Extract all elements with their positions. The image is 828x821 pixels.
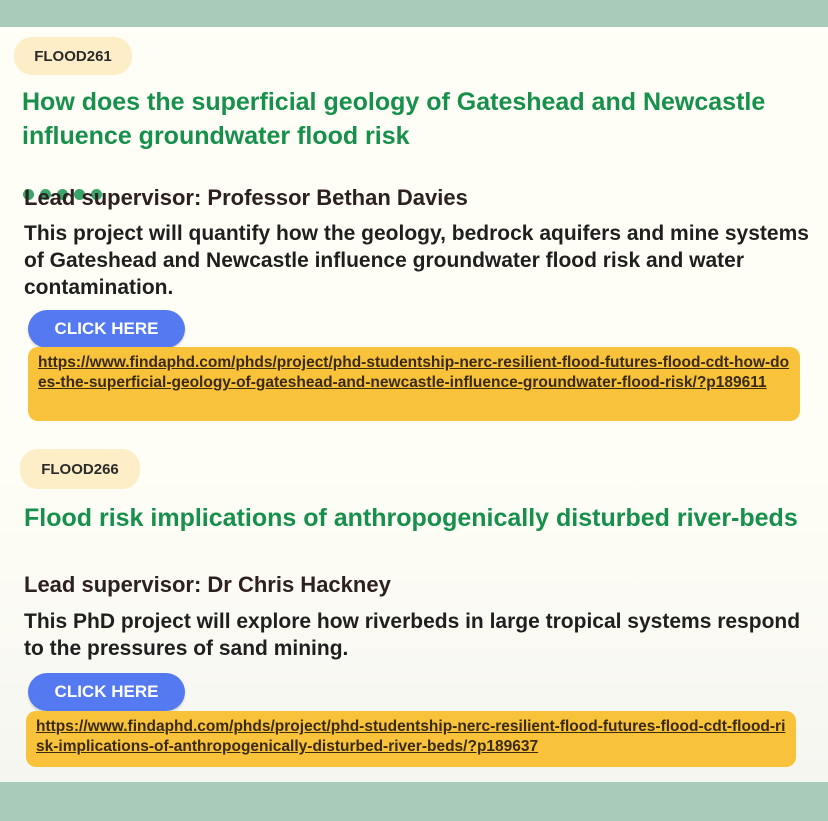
project-description: This PhD project will explore how riverbeds in large tropical systems respond to the pressures of sand mining.	[24, 610, 801, 660]
project-description: This project will quantify how the geology, bedrock aquifers and mine systems of Gateshead and Newcastle influence groundwater flood risk and water contamination.	[24, 222, 809, 299]
project-title: How does the superficial geology of Gateshead and Newcastle influence groundwater flood risk	[22, 88, 766, 150]
project-code-badge: FLOOD266	[20, 449, 140, 489]
click-here-button[interactable]: CLICK HERE	[28, 673, 185, 711]
project-link-box	[26, 711, 796, 767]
click-here-button[interactable]: CLICK HERE	[28, 310, 185, 348]
project-code-badge: FLOOD261	[14, 37, 132, 75]
project-link[interactable]: https://www.findaphd.com/phds/project/phd-studentship-nerc-resilient-flood-futures-flood-cdt-flood-risk-implications-of-anthropogenically-disturbed-river-beds/?p189637	[36, 718, 786, 755]
project-link[interactable]: https://www.findaphd.com/phds/project/phd-studentship-nerc-resilient-flood-futures-flood-cdt-how-does-the-superficial-geology-of-gateshead-and-newcastle-influence-groundwater-flood-risk/?p189611	[38, 354, 790, 391]
lead-supervisor: Lead supervisor: Dr Chris Hackney	[24, 572, 391, 597]
project-title: Flood risk implications of anthropogenically disturbed river-beds	[24, 504, 798, 532]
project-link-box	[28, 347, 800, 421]
lead-supervisor: Lead supervisor: Professor Bethan Davies	[24, 185, 468, 210]
content-card	[0, 27, 828, 782]
